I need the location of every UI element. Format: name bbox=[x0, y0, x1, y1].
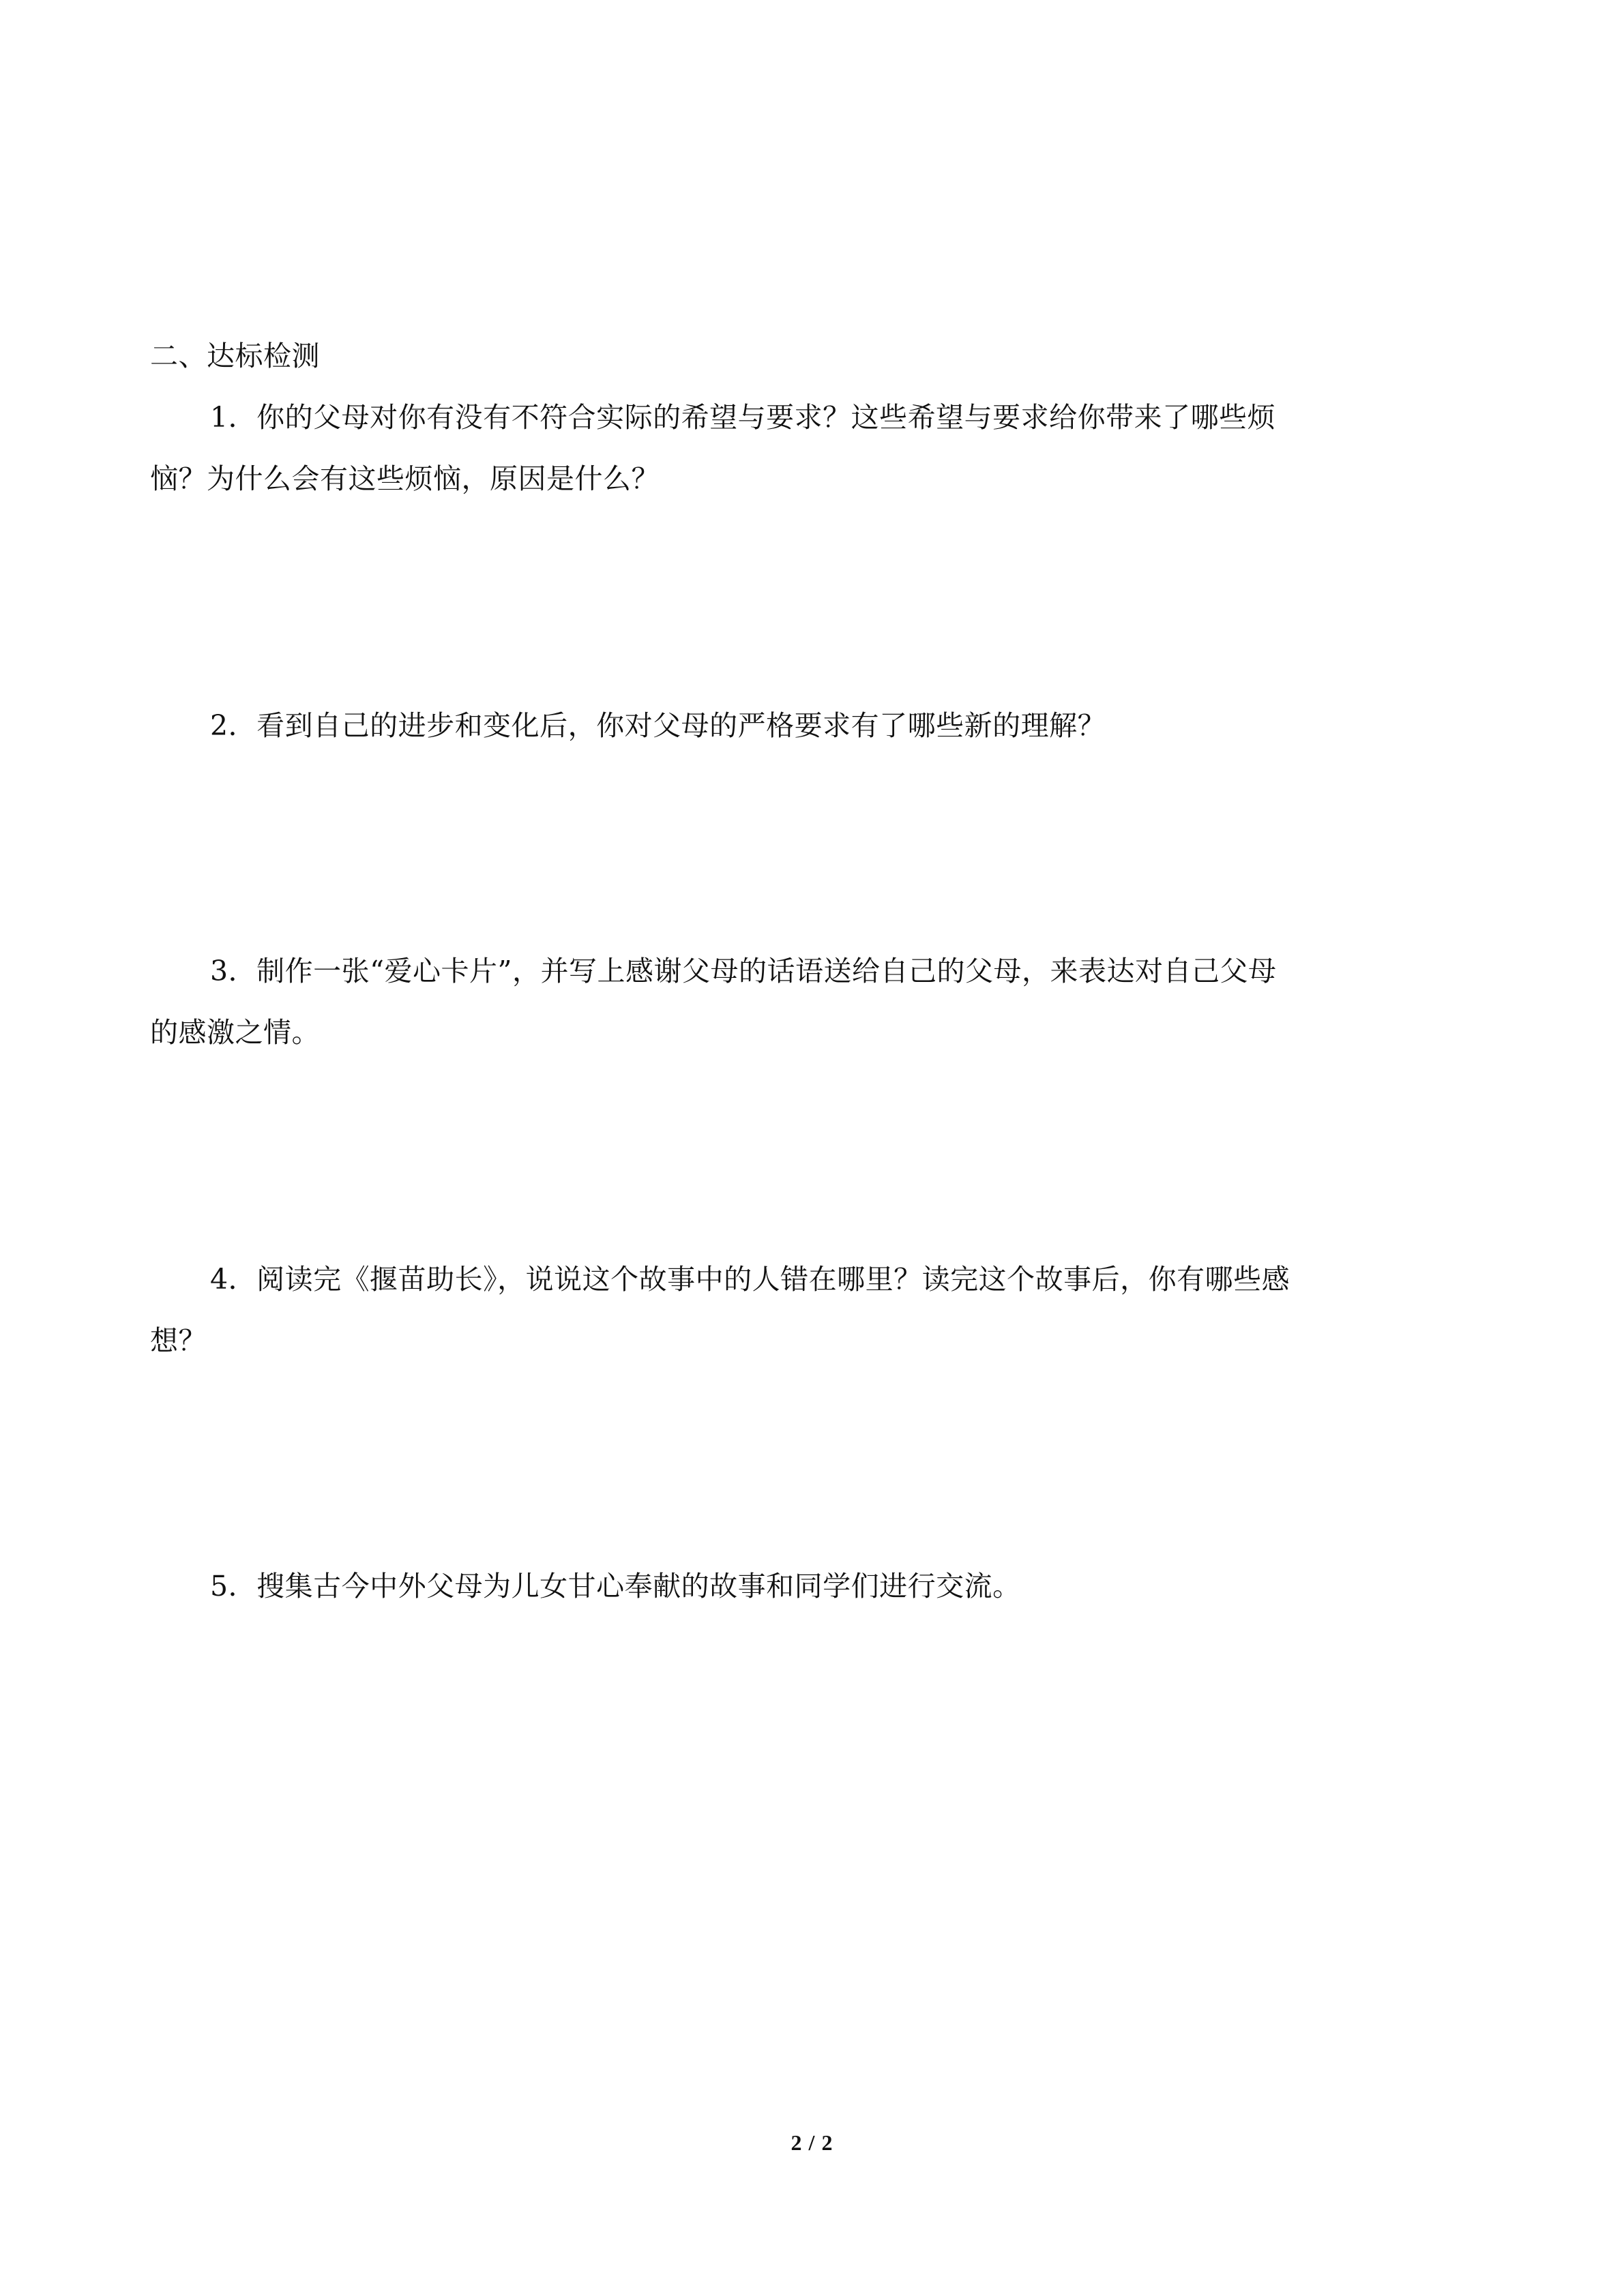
question-1-line-2: 恼？为什么会有这些烦恼，原因是什么？ bbox=[150, 462, 660, 495]
question-2-line-1: 2．看到自己的进步和变化后，你对父母的严格要求有了哪些新的理解？ bbox=[210, 709, 1106, 742]
page-number: 2 / 2 bbox=[791, 2130, 833, 2155]
question-5-line-1: 5．搜集古今中外父母为儿女甘心奉献的故事和同学们进行交流。 bbox=[210, 1570, 1021, 1602]
question-3-line-1: 3．制作一张“爱心卡片”，并写上感谢父母的话语送给自己的父母，来表达对自己父母 bbox=[210, 955, 1277, 987]
question-4-line-1: 4．阅读完《揠苗助长》，说说这个故事中的人错在哪里？读完这个故事后，你有哪些感 bbox=[210, 1263, 1290, 1296]
question-3-line-2: 的感激之情。 bbox=[150, 1016, 320, 1049]
question-1-line-1: 1．你的父母对你有没有不符合实际的希望与要求？这些希望与要求给你带来了哪些烦 bbox=[210, 401, 1276, 434]
question-4-line-2: 想？ bbox=[150, 1324, 207, 1357]
section-heading: 二、达标检测 bbox=[150, 340, 320, 372]
